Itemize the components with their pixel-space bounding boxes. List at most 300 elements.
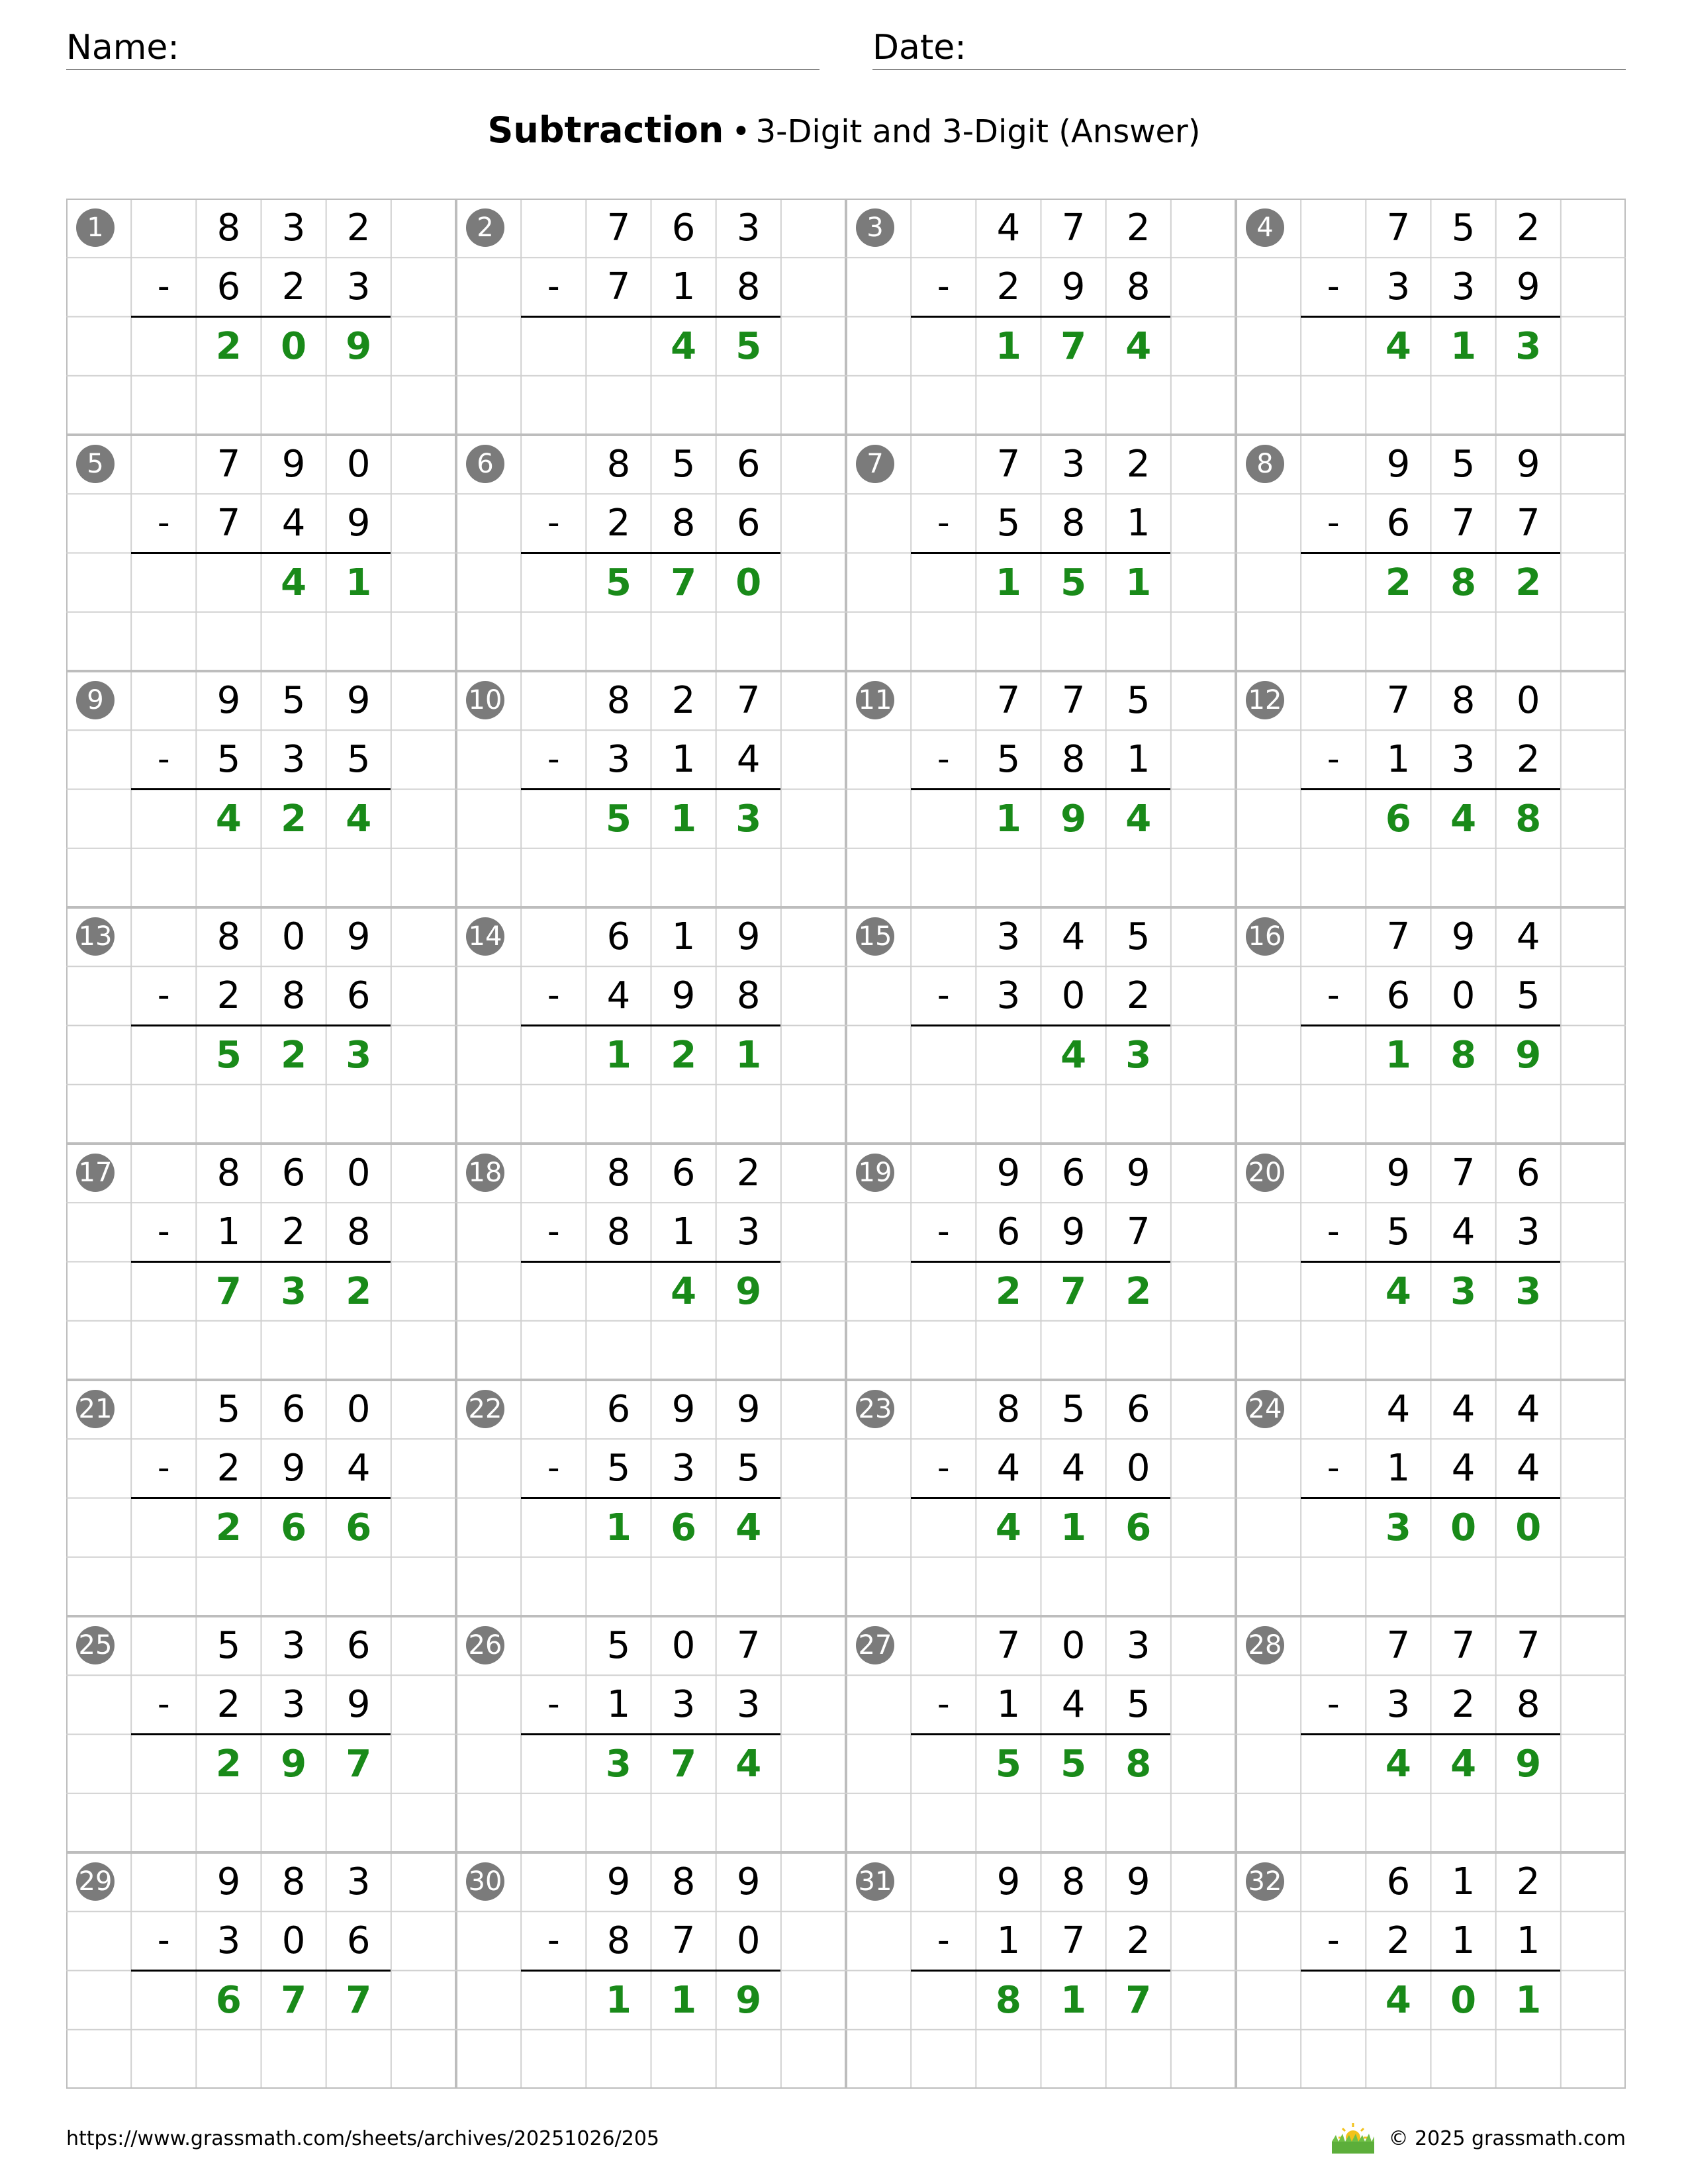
subtrahend-digit: 3 xyxy=(671,1447,696,1490)
minuend-digit: 6 xyxy=(281,1388,306,1431)
answer-digit: 0 xyxy=(735,561,762,604)
minuend-digit: 7 xyxy=(1061,206,1086,250)
problem xyxy=(66,671,456,907)
answer-digit: 0 xyxy=(1450,1978,1477,2022)
minuend-digit: 2 xyxy=(346,206,371,250)
problem-number-badge: 8 xyxy=(1246,445,1284,483)
minus-sign: - xyxy=(1327,503,1340,543)
subtrahend-digit: 4 xyxy=(346,1447,371,1490)
subtrahend-digit: 8 xyxy=(346,1210,371,1254)
answer-digit xyxy=(976,1026,1041,1085)
answer-line xyxy=(1301,552,1560,554)
worksheet-title xyxy=(0,107,1688,155)
answer-digit: 9 xyxy=(1515,1742,1542,1786)
answer-line xyxy=(1301,1024,1560,1026)
subtrahend-digit: 9 xyxy=(1061,1210,1086,1254)
problem xyxy=(66,1380,456,1616)
minuend-digit: 5 xyxy=(281,679,306,722)
subtrahend-digit: 5 xyxy=(606,1447,631,1490)
minuend-digit: 5 xyxy=(216,1624,241,1667)
name-label: Name: xyxy=(66,28,179,68)
subtrahend-digit: 1 xyxy=(671,1210,696,1254)
minuend-digit: 6 xyxy=(281,1152,306,1195)
subtrahend-digit: 2 xyxy=(1126,1919,1150,1963)
problem xyxy=(846,1380,1236,1616)
minuend-digit: 1 xyxy=(1451,1860,1476,1903)
answer-line xyxy=(911,788,1170,790)
minuend-digit: 5 xyxy=(1451,443,1476,486)
answer-digit: 1 xyxy=(671,1978,697,2022)
problem-number-badge: 23 xyxy=(856,1390,894,1428)
minuend-digit: 0 xyxy=(671,1624,696,1667)
problem xyxy=(456,1852,846,2089)
answer-line xyxy=(131,316,391,318)
answer-digit: 3 xyxy=(1515,324,1542,368)
subtrahend-digit: 5 xyxy=(736,1447,761,1490)
minuend-digit: 6 xyxy=(606,915,631,958)
subtrahend-digit: 1 xyxy=(1126,738,1150,782)
answer-digit: 4 xyxy=(346,797,372,841)
subtrahend-digit: 4 xyxy=(1451,1447,1476,1490)
date-label: Date: xyxy=(872,28,966,68)
subtrahend-digit: 8 xyxy=(281,974,306,1018)
answer-digit: 4 xyxy=(995,1506,1021,1549)
answer-digit: 7 xyxy=(1060,324,1087,368)
minus-sign: - xyxy=(157,1448,170,1488)
subtrahend-digit: 3 xyxy=(736,1210,761,1254)
answer-line xyxy=(911,1261,1170,1263)
problem-number-badge: 3 xyxy=(856,208,894,247)
answer-digit: 9 xyxy=(346,324,372,368)
subtrahend-digit: 5 xyxy=(996,738,1021,782)
answer-digit: 8 xyxy=(1515,797,1542,841)
answer-digit: 2 xyxy=(346,1269,372,1313)
answer-digit: 1 xyxy=(1385,1033,1411,1077)
grass-sun-logo-icon xyxy=(1327,2118,1380,2158)
answer-digit: 1 xyxy=(605,1506,632,1549)
minus-sign: - xyxy=(937,267,950,307)
answer-digit: 9 xyxy=(281,1742,307,1786)
subtrahend-digit: 1 xyxy=(1386,738,1411,782)
minuend-digit: 2 xyxy=(1516,206,1540,250)
answer-digit: 1 xyxy=(995,797,1021,841)
answer-line xyxy=(521,316,780,318)
minuend-digit: 7 xyxy=(996,679,1021,722)
answer-digit: 8 xyxy=(1450,561,1477,604)
minuend-digit: 9 xyxy=(606,1860,631,1903)
problem xyxy=(1236,435,1626,671)
subtrahend-digit: 9 xyxy=(671,974,696,1018)
problem-number-badge: 4 xyxy=(1246,208,1284,247)
minuend-digit: 4 xyxy=(1451,1388,1476,1431)
subtrahend-digit: 8 xyxy=(1126,265,1150,309)
problem-number-badge: 10 xyxy=(466,681,504,719)
subtrahend-digit: 5 xyxy=(216,738,241,782)
problem-number-badge: 19 xyxy=(856,1154,894,1192)
subtrahend-digit: 9 xyxy=(281,1447,306,1490)
answer-digit xyxy=(586,317,651,376)
answer-line xyxy=(521,1261,780,1263)
subtrahend-digit: 0 xyxy=(281,1919,306,1963)
minuend-digit: 9 xyxy=(346,915,371,958)
subtrahend-digit: 4 xyxy=(281,502,306,545)
subtrahend-digit: 6 xyxy=(1386,502,1411,545)
problem-number-badge: 12 xyxy=(1246,681,1284,719)
minus-sign: - xyxy=(937,1212,950,1252)
problem xyxy=(456,1616,846,1852)
answer-digit: 4 xyxy=(1385,1269,1411,1313)
minuend-digit: 4 xyxy=(1516,915,1540,958)
subtrahend-digit: 1 xyxy=(1451,1919,1476,1963)
subtrahend-digit: 3 xyxy=(1386,265,1411,309)
answer-digit: 4 xyxy=(1450,797,1477,841)
answer-digit: 2 xyxy=(1385,561,1411,604)
answer-digit: 5 xyxy=(215,1033,242,1077)
minuend-digit: 4 xyxy=(1386,1388,1411,1431)
minuend-digit: 3 xyxy=(281,1624,306,1667)
answer-line xyxy=(911,552,1170,554)
answer-digit: 7 xyxy=(1060,1269,1087,1313)
minuend-digit: 9 xyxy=(996,1860,1021,1903)
minuend-digit: 3 xyxy=(736,206,761,250)
answer-digit: 3 xyxy=(1125,1033,1152,1077)
subtrahend-digit: 2 xyxy=(216,1447,241,1490)
minuend-digit: 5 xyxy=(1061,1388,1086,1431)
problem xyxy=(1236,1852,1626,2089)
problem xyxy=(1236,199,1626,435)
problem xyxy=(456,1380,846,1616)
answer-line xyxy=(521,1024,780,1026)
title-main: Subtraction xyxy=(487,109,724,151)
minuend-digit: 0 xyxy=(1516,679,1540,722)
minus-sign: - xyxy=(1327,1212,1340,1252)
answer-digit: 8 xyxy=(995,1978,1021,2022)
problem xyxy=(1236,671,1626,907)
problem-number-badge: 21 xyxy=(76,1390,115,1428)
minus-sign: - xyxy=(937,1921,950,1961)
answer-digit: 4 xyxy=(1385,1742,1411,1786)
minus-sign: - xyxy=(157,267,170,307)
answer-line xyxy=(911,1497,1170,1499)
subtrahend-digit: 8 xyxy=(1516,1683,1540,1727)
subtrahend-digit: 0 xyxy=(736,1919,761,1963)
answer-digit: 2 xyxy=(671,1033,697,1077)
subtrahend-digit: 7 xyxy=(216,502,241,545)
answer-line xyxy=(911,1970,1170,1972)
problem-number-badge: 17 xyxy=(76,1154,115,1192)
problem xyxy=(456,907,846,1144)
subtrahend-digit: 3 xyxy=(1451,738,1476,782)
subtrahend-digit: 1 xyxy=(996,1683,1021,1727)
minuend-digit: 9 xyxy=(216,679,241,722)
answer-digit: 4 xyxy=(1125,797,1152,841)
minuend-digit: 9 xyxy=(996,1152,1021,1195)
minuend-digit: 9 xyxy=(281,443,306,486)
minus-sign: - xyxy=(547,739,560,780)
minuend-digit: 6 xyxy=(671,206,696,250)
problem xyxy=(846,1144,1236,1380)
minuend-digit: 9 xyxy=(736,1388,761,1431)
subtrahend-digit: 1 xyxy=(1516,1919,1540,1963)
answer-digit: 9 xyxy=(735,1978,762,2022)
minus-sign: - xyxy=(157,739,170,780)
minuend-digit: 6 xyxy=(1126,1388,1150,1431)
subtrahend-digit: 9 xyxy=(1516,265,1540,309)
problem xyxy=(66,1616,456,1852)
minus-sign: - xyxy=(157,503,170,543)
answer-line xyxy=(1301,1497,1560,1499)
subtrahend-digit: 3 xyxy=(1451,265,1476,309)
problem-number-badge: 20 xyxy=(1246,1154,1284,1192)
problem xyxy=(846,199,1236,435)
answer-digit: 8 xyxy=(1125,1742,1152,1786)
subtrahend-digit: 2 xyxy=(1516,738,1540,782)
minuend-digit: 8 xyxy=(1451,679,1476,722)
answer-digit: 3 xyxy=(605,1742,632,1786)
minuend-digit: 5 xyxy=(1126,915,1150,958)
answer-line xyxy=(131,1970,391,1972)
minuend-digit: 9 xyxy=(1516,443,1540,486)
answer-digit: 0 xyxy=(1515,1506,1542,1549)
minuend-digit: 8 xyxy=(996,1388,1021,1431)
minuend-digit: 7 xyxy=(1386,679,1411,722)
subtrahend-digit: 4 xyxy=(1451,1210,1476,1254)
minuend-digit: 9 xyxy=(671,1388,696,1431)
problem xyxy=(846,1852,1236,2089)
problem-number-badge: 27 xyxy=(856,1626,894,1664)
subtrahend-digit: 6 xyxy=(346,1919,371,1963)
minuend-digit: 2 xyxy=(1126,206,1150,250)
subtrahend-digit: 3 xyxy=(996,974,1021,1018)
minus-sign: - xyxy=(1327,976,1340,1016)
minuend-digit: 8 xyxy=(606,443,631,486)
problem xyxy=(66,907,456,1144)
title-bullet: • xyxy=(731,113,751,150)
answer-digit: 5 xyxy=(995,1742,1021,1786)
minus-sign: - xyxy=(1327,1684,1340,1725)
answer-digit: 7 xyxy=(281,1978,307,2022)
answer-digit: 2 xyxy=(215,1506,242,1549)
problem-number-badge: 7 xyxy=(856,445,894,483)
answer-digit: 1 xyxy=(671,797,697,841)
subtrahend-digit: 3 xyxy=(606,738,631,782)
subtrahend-digit: 2 xyxy=(216,1683,241,1727)
answer-line xyxy=(521,552,780,554)
minuend-digit: 4 xyxy=(1061,915,1086,958)
minuend-digit: 7 xyxy=(1451,1152,1476,1195)
answer-line xyxy=(911,316,1170,318)
minus-sign: - xyxy=(937,739,950,780)
minuend-digit: 7 xyxy=(736,679,761,722)
answer-digit: 9 xyxy=(1060,797,1087,841)
problem-number-badge: 22 xyxy=(466,1390,504,1428)
subtrahend-digit: 5 xyxy=(346,738,371,782)
subtrahend-digit: 2 xyxy=(216,974,241,1018)
subtrahend-digit: 1 xyxy=(1126,502,1150,545)
minuend-digit: 7 xyxy=(1386,915,1411,958)
problem-number-badge: 13 xyxy=(76,917,115,956)
minuend-digit: 5 xyxy=(671,443,696,486)
minuend-digit: 0 xyxy=(346,1388,371,1431)
minuend-digit: 7 xyxy=(1061,679,1086,722)
answer-digit: 3 xyxy=(281,1269,307,1313)
problem xyxy=(1236,1144,1626,1380)
answer-line xyxy=(1301,316,1560,318)
subtrahend-digit: 7 xyxy=(1126,1210,1150,1254)
problem xyxy=(456,435,846,671)
subtrahend-digit: 5 xyxy=(1126,1683,1150,1727)
minus-sign: - xyxy=(157,1212,170,1252)
subtrahend-digit: 1 xyxy=(1386,1447,1411,1490)
subtrahend-digit: 2 xyxy=(281,265,306,309)
answer-digit: 6 xyxy=(281,1506,307,1549)
minuend-digit: 2 xyxy=(671,679,696,722)
answer-digit: 5 xyxy=(605,561,632,604)
minus-sign: - xyxy=(937,976,950,1016)
subtrahend-digit: 7 xyxy=(1516,502,1540,545)
problem-number-badge: 11 xyxy=(856,681,894,719)
subtrahend-digit: 8 xyxy=(736,974,761,1018)
answer-digit xyxy=(196,553,261,612)
minuend-digit: 2 xyxy=(1126,443,1150,486)
minuend-digit: 9 xyxy=(1126,1860,1150,1903)
answer-digit: 1 xyxy=(995,561,1021,604)
subtrahend-digit: 6 xyxy=(216,265,241,309)
minuend-digit: 7 xyxy=(1451,1624,1476,1667)
subtrahend-digit: 1 xyxy=(606,1683,631,1727)
minus-sign: - xyxy=(157,1684,170,1725)
answer-line xyxy=(1301,1733,1560,1735)
answer-line xyxy=(131,788,391,790)
minuend-digit: 0 xyxy=(346,1152,371,1195)
problem xyxy=(846,435,1236,671)
answer-digit: 7 xyxy=(1125,1978,1152,2022)
minuend-digit: 9 xyxy=(1386,443,1411,486)
answer-digit: 7 xyxy=(215,1269,242,1313)
minuend-digit: 5 xyxy=(216,1388,241,1431)
minuend-digit: 7 xyxy=(606,206,631,250)
minuend-digit: 2 xyxy=(1516,1860,1540,1903)
answer-digit: 6 xyxy=(671,1506,697,1549)
answer-digit: 1 xyxy=(605,1033,632,1077)
subtrahend-digit: 6 xyxy=(1386,974,1411,1018)
minuend-digit: 8 xyxy=(281,1860,306,1903)
minuend-digit: 7 xyxy=(1516,1624,1540,1667)
minuend-digit: 3 xyxy=(1061,443,1086,486)
minuend-digit: 9 xyxy=(1386,1152,1411,1195)
answer-digit: 6 xyxy=(346,1506,372,1549)
subtrahend-digit: 3 xyxy=(671,1683,696,1727)
problem xyxy=(66,435,456,671)
subtrahend-digit: 6 xyxy=(346,974,371,1018)
answer-digit: 7 xyxy=(671,561,697,604)
minus-sign: - xyxy=(547,503,560,543)
subtrahend-digit: 2 xyxy=(1386,1919,1411,1963)
subtrahend-digit: 3 xyxy=(281,738,306,782)
answer-digit: 3 xyxy=(346,1033,372,1077)
answer-digit: 0 xyxy=(281,324,307,368)
minuend-digit: 0 xyxy=(1061,1624,1086,1667)
minuend-digit: 8 xyxy=(216,915,241,958)
answer-digit: 9 xyxy=(735,1269,762,1313)
problem-number-badge: 32 xyxy=(1246,1862,1284,1901)
minuend-digit: 7 xyxy=(216,443,241,486)
date-field[interactable] xyxy=(872,23,1626,70)
problem-number-badge: 15 xyxy=(856,917,894,956)
problem xyxy=(456,1144,846,1380)
answer-digit: 1 xyxy=(1060,1506,1087,1549)
subtrahend-digit: 4 xyxy=(1061,1447,1086,1490)
answer-digit: 6 xyxy=(1385,797,1411,841)
answer-digit: 5 xyxy=(1060,1742,1087,1786)
minus-sign: - xyxy=(1327,1448,1340,1488)
minuend-digit: 7 xyxy=(1386,206,1411,250)
answer-digit: 0 xyxy=(1450,1506,1477,1549)
minuend-digit: 1 xyxy=(671,915,696,958)
problem xyxy=(1236,1616,1626,1852)
subtrahend-digit: 5 xyxy=(996,502,1021,545)
footer-url[interactable]: https://www.grassmath.com/sheets/archives/20251026/205 xyxy=(66,2127,660,2150)
answer-digit: 3 xyxy=(735,797,762,841)
answer-line xyxy=(1301,1261,1560,1263)
minuend-digit: 3 xyxy=(346,1860,371,1903)
problem-number-badge: 1 xyxy=(76,208,115,247)
problem xyxy=(66,1852,456,2089)
minuend-digit: 6 xyxy=(736,443,761,486)
minuend-digit: 0 xyxy=(346,443,371,486)
name-field[interactable] xyxy=(66,23,820,70)
minus-sign: - xyxy=(547,1448,560,1488)
minuend-digit: 4 xyxy=(996,206,1021,250)
subtrahend-digit: 1 xyxy=(671,265,696,309)
subtrahend-digit: 2 xyxy=(606,502,631,545)
minuend-digit: 5 xyxy=(606,1624,631,1667)
subtrahend-digit: 8 xyxy=(1061,502,1086,545)
minuend-digit: 8 xyxy=(606,1152,631,1195)
answer-digit: 2 xyxy=(1125,1269,1152,1313)
problem-number-badge: 5 xyxy=(76,445,115,483)
answer-line xyxy=(521,1970,780,1972)
problem-number-badge: 24 xyxy=(1246,1390,1284,1428)
problem-number-badge: 28 xyxy=(1246,1626,1284,1664)
answer-digit: 2 xyxy=(215,1742,242,1786)
answer-digit: 4 xyxy=(671,1269,697,1313)
answer-line xyxy=(1301,788,1560,790)
minuend-digit: 6 xyxy=(1061,1152,1086,1195)
minuend-digit: 8 xyxy=(216,1152,241,1195)
problem xyxy=(66,199,456,435)
title-subtitle: 3-Digit and 3-Digit (Answer) xyxy=(755,113,1201,150)
minuend-digit: 5 xyxy=(1126,679,1150,722)
answer-digit: 1 xyxy=(735,1033,762,1077)
minus-sign: - xyxy=(157,1921,170,1961)
subtrahend-digit: 0 xyxy=(1061,974,1086,1018)
subtrahend-digit: 3 xyxy=(346,265,371,309)
subtrahend-digit: 7 xyxy=(671,1919,696,1963)
problem xyxy=(456,199,846,435)
minus-sign: - xyxy=(1327,739,1340,780)
answer-line xyxy=(521,1497,780,1499)
subtrahend-digit: 1 xyxy=(996,1919,1021,1963)
subtrahend-digit: 7 xyxy=(1061,1919,1086,1963)
answer-digit: 1 xyxy=(995,324,1021,368)
subtrahend-digit: 9 xyxy=(346,502,371,545)
problem-number-badge: 2 xyxy=(466,208,504,247)
subtrahend-digit: 4 xyxy=(1516,1447,1540,1490)
minus-sign: - xyxy=(157,976,170,1016)
answer-digit: 2 xyxy=(215,324,242,368)
problem-number-badge: 18 xyxy=(466,1154,504,1192)
